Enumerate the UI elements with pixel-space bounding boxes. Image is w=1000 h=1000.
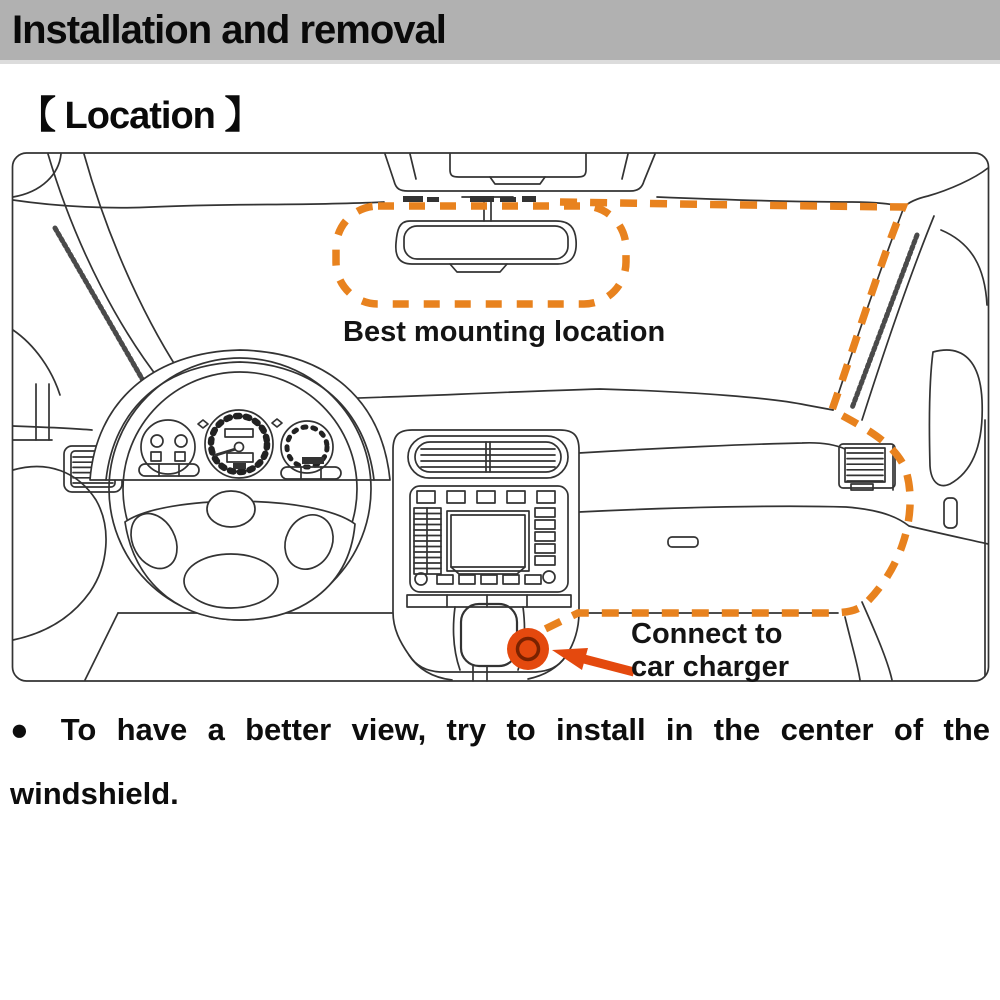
center-console xyxy=(393,430,579,681)
arrow-icon xyxy=(552,648,634,672)
note-text-line1: ● To have a better view, try to install in the center of the xyxy=(10,712,990,747)
left-door xyxy=(13,330,106,640)
charger-socket-icon xyxy=(507,628,549,670)
note-text-line2: windshield. xyxy=(10,776,179,811)
right-air-vent xyxy=(839,444,895,490)
overhead-console xyxy=(385,154,655,202)
page-title: Installation and removal xyxy=(12,7,446,52)
connect-label-line1: Connect to xyxy=(631,618,783,650)
connect-label-line2: car charger xyxy=(631,651,789,683)
right-door xyxy=(845,230,987,680)
best-mounting-label: Best mounting location xyxy=(343,316,666,348)
cable-route xyxy=(541,202,910,631)
section-heading: 【 Location 】 xyxy=(18,95,262,137)
